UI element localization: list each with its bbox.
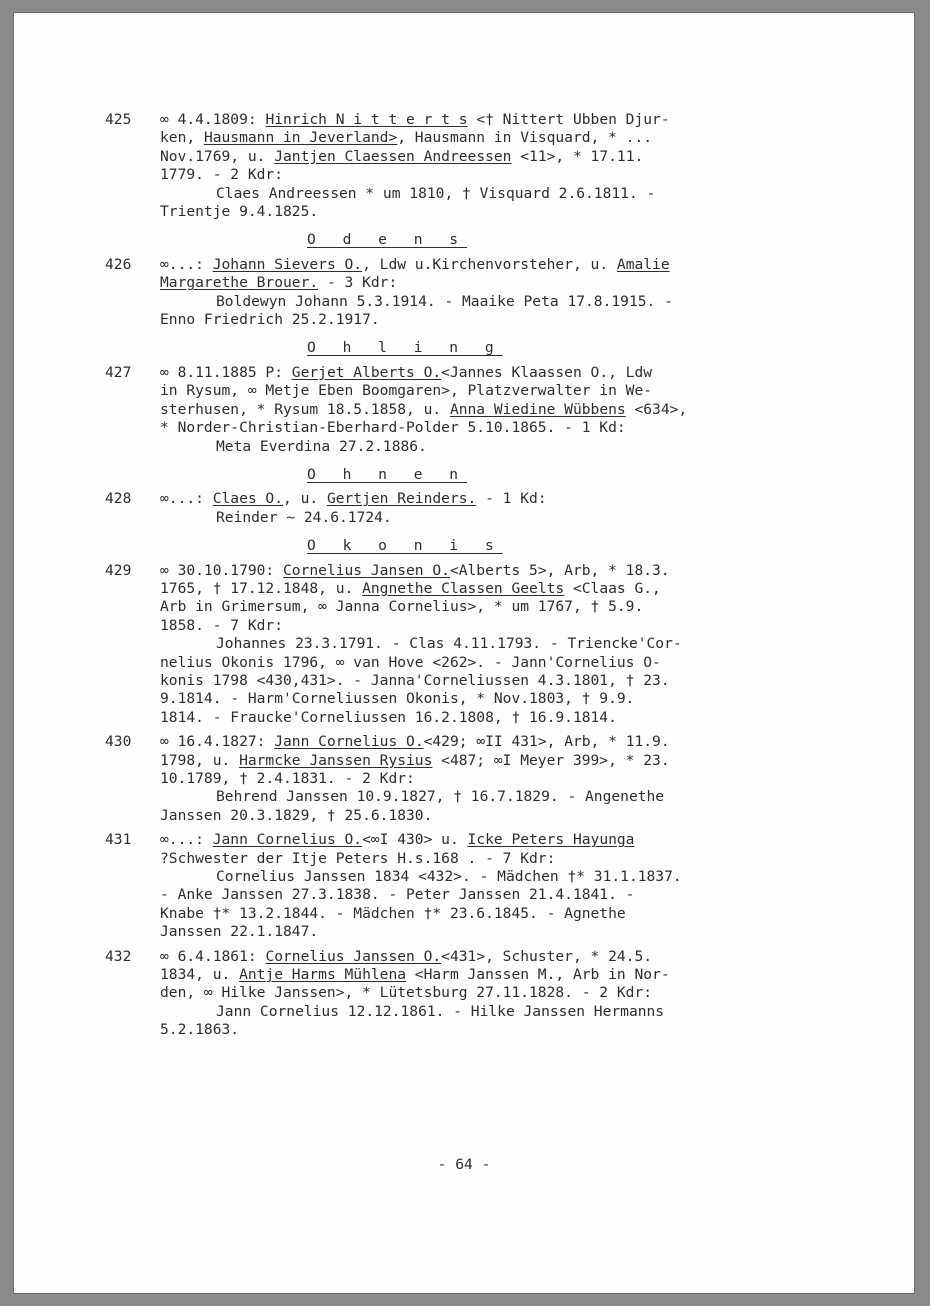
person-name: Icke Peters Hayunga: [467, 831, 635, 849]
text: , Ldw u.Kirchenvorsteher, u.: [362, 255, 617, 273]
children-line: Johannes 23.3.1791. - Clas 4.11.1793. - Triencke'Cor-: [216, 635, 682, 653]
entry-428: [14, 490, 914, 527]
person-name: Anna Wiedine Wübbens: [449, 400, 626, 418]
children-line: Claes Andreessen * um 1810, † Visquard 2.6.1811. -: [216, 184, 656, 202]
surname-heading-odens: O d e n s: [307, 231, 468, 249]
children-line: 5.2.1863.: [160, 1021, 240, 1039]
text: <Alberts 5>, Arb, * 18.3.: [449, 561, 670, 579]
entry-line: den, ∞ Hilke Janssen>, * Lütetsburg 27.11.1828. - 2 Kdr:: [160, 984, 653, 1002]
underlined-text: Hausmann in Jeverland>: [203, 129, 398, 147]
entry-line: [160, 831, 914, 849]
person-name: Jann Cornelius O.: [212, 831, 363, 849]
children-line: Knabe †* 13.2.1844. - Mädchen †* 23.6.1845. - Agnethe: [160, 904, 626, 922]
entry-line: [160, 733, 914, 751]
page-number: - 64 -: [437, 1156, 491, 1173]
text: ∞ 30.10.1790:: [160, 561, 284, 579]
children-line: 9.1814. - Harm'Corneliussen Okonis, * Nov.1803, † 9.9.: [160, 690, 635, 708]
entry-line: [160, 948, 914, 966]
person-name: Hinrich N i t t e r t s: [265, 111, 468, 128]
text: <Claas G.,: [564, 579, 661, 597]
entry-line: [160, 580, 914, 598]
person-name: Jantjen Claessen Andreessen: [274, 147, 512, 165]
text: ∞ 4.4.1809:: [160, 111, 266, 128]
document-page: [14, 13, 914, 1293]
text: ∞ 8.11.1885 P:: [160, 363, 292, 381]
entry-line: [160, 274, 914, 292]
person-name: Antje Harms Mühlena: [239, 966, 407, 984]
text: <634>,: [625, 400, 688, 418]
entry-line: [160, 364, 914, 382]
text: <Harm Janssen M., Arb in Nor-: [406, 966, 670, 984]
text: <431>, Schuster, * 24.5.: [441, 947, 653, 965]
text: , Hausmann in Visquard, * ...: [397, 129, 653, 147]
text: <11>, * 17.11.: [511, 147, 644, 165]
entry-431: [14, 831, 914, 941]
children-line: - Anke Janssen 27.3.1838. - Peter Janssen 21.4.1841. -: [160, 886, 635, 904]
text: - 1 Kd:: [476, 490, 547, 508]
children-line: 1814. - Fraucke'Corneliussen 16.2.1808, † 16.9.1814.: [160, 708, 617, 726]
person-name: Harmcke Janssen Rysius: [239, 751, 433, 769]
entry-426: [14, 256, 914, 330]
text: sterhusen, * Rysum 18.5.1858, u.: [160, 400, 450, 418]
entry-432: [14, 948, 914, 1040]
surname-heading-okonis: O k o n i s: [307, 537, 503, 555]
entry-line: * Norder-Christian-Eberhard-Polder 5.10.1865. - 1 Kd:: [160, 419, 626, 437]
entry-number: 431: [105, 831, 132, 849]
children-line: Janssen 22.1.1847.: [160, 923, 319, 941]
text: ∞...:: [160, 490, 213, 508]
text: 1765, † 17.12.1848, u.: [160, 579, 363, 597]
person-name: Amalie: [616, 255, 670, 273]
entry-427: [14, 364, 914, 456]
text: 1834, u.: [160, 966, 240, 984]
text: 1798, u.: [160, 751, 240, 769]
entry-429: [14, 562, 914, 728]
children-line: Janssen 20.3.1829, † 25.6.1830.: [160, 806, 433, 824]
entry-line: 1858. - 7 Kdr:: [160, 616, 284, 634]
children-line: Jann Cornelius 12.12.1861. - Hilke Janssen Hermanns: [216, 1002, 665, 1020]
entry-line: [160, 966, 914, 984]
entry-line: ?Schwester der Itje Peters H.s.168 . - 7 Kdr:: [160, 849, 556, 867]
children-line: Meta Everdina 27.2.1886.: [216, 437, 427, 455]
text: <487; ∞I Meyer 399>, * 23.: [432, 751, 670, 769]
entry-430: [14, 733, 914, 825]
text: - 3 Kdr:: [318, 274, 398, 292]
children-line: Cornelius Janssen 1834 <432>. - Mädchen †* 31.1.1837.: [216, 868, 682, 886]
surname-heading-ohnen: O h n e n: [307, 465, 468, 483]
entry-number: 425: [105, 111, 132, 128]
entry-number: 430: [105, 733, 132, 751]
children-line: nelius Okonis 1796, ∞ van Hove <262>. - Jann'Cornelius O-: [160, 653, 661, 671]
text: ∞ 16.4.1827:: [160, 733, 275, 751]
text: ken,: [160, 129, 204, 147]
children-line: Reinder ~ 24.6.1724.: [216, 508, 392, 526]
entry-425: [14, 111, 914, 221]
children-line: Enno Friedrich 25.2.1917.: [160, 311, 380, 329]
entry-line: [160, 490, 914, 508]
person-name: Johann Sievers O.: [212, 255, 363, 273]
person-name: Angnethe Classen Geelts: [362, 579, 565, 597]
text: ∞...:: [160, 255, 213, 273]
person-name: Claes O.: [212, 490, 284, 508]
children-line: Boldewyn Johann 5.3.1914. - Maaike Peta 17.8.1915. -: [216, 292, 673, 310]
entry-line: [160, 562, 914, 580]
person-name: Gertjen Reinders.: [326, 490, 477, 508]
entry-number: 432: [105, 947, 132, 965]
entry-line: in Rysum, ∞ Metje Eben Boomgaren>, Platzverwalter in We-: [160, 382, 653, 400]
children-line: Trientje 9.4.1825.: [160, 203, 319, 221]
children-line: Behrend Janssen 10.9.1827, † 16.7.1829. - Angenethe: [216, 788, 665, 806]
person-name: Margarethe Brouer.: [160, 274, 319, 292]
text: <429; ∞II 431>, Arb, * 11.9.: [423, 733, 670, 751]
person-name: Gerjet Alberts O.: [291, 363, 442, 381]
entry-number: 427: [105, 363, 132, 381]
text: <Jannes Klaassen O., Ldw: [441, 363, 653, 381]
entry-line: 1779. - 2 Kdr:: [160, 166, 284, 184]
page-content: [14, 111, 914, 1046]
text: ∞ 6.4.1861:: [160, 947, 266, 965]
entry-line: [160, 111, 914, 129]
entry-line: [160, 752, 914, 770]
entry-number: 428: [105, 490, 132, 508]
surname-heading-ohling: O h l i n g: [307, 339, 503, 357]
children-line: konis 1798 <430,431>. - Janna'Corneliussen 4.3.1801, † 23.: [160, 671, 670, 689]
text: <† Nittert Ubben Djur-: [467, 111, 670, 128]
text: Nov.1769, u.: [160, 147, 275, 165]
entry-number: 429: [105, 561, 132, 579]
text: ∞...:: [160, 831, 213, 849]
entry-line: 10.1789, † 2.4.1831. - 2 Kdr:: [160, 770, 415, 787]
person-name: Cornelius Janssen O.: [265, 947, 442, 965]
entry-number: 426: [105, 255, 132, 273]
text: <∞I 430> u.: [362, 831, 468, 849]
entry-line: Arb in Grimersum, ∞ Janna Cornelius>, * um 1767, † 5.9.: [160, 598, 644, 616]
entry-line: [160, 256, 914, 274]
person-name: Jann Cornelius O.: [274, 733, 424, 751]
entry-line: [160, 148, 914, 166]
entry-line: [160, 129, 914, 147]
person-name: Cornelius Jansen O.: [283, 561, 450, 579]
text: , u.: [283, 490, 327, 508]
entry-line: [160, 401, 914, 419]
